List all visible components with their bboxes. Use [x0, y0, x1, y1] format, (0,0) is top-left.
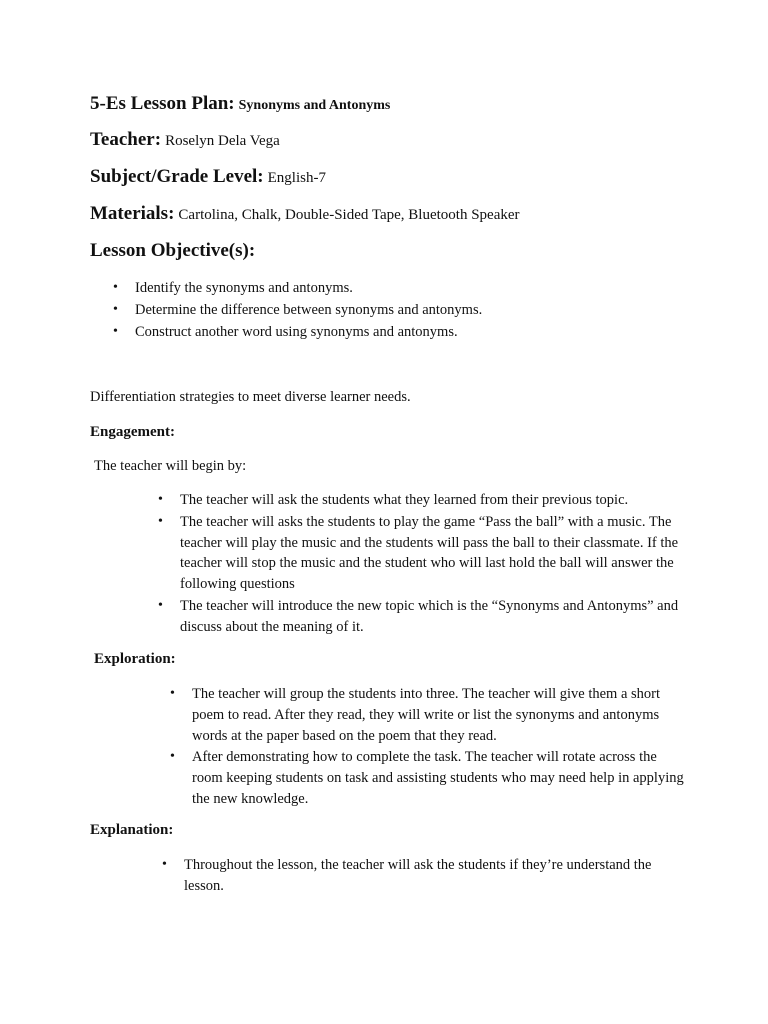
list-item	[113, 300, 673, 321]
bullet-icon: •	[158, 492, 163, 507]
materials-label: Materials:	[90, 203, 175, 224]
explanation-item-text: Throughout the lesson, the teacher will ask the students if they’re understand the lesson.	[184, 857, 652, 894]
differentiation-text: Differentiation strategies to meet diverse learner needs.	[90, 389, 411, 405]
engagement-item-text: The teacher will introduce the new topic which is the “Synonyms and Antonyms” and discuss about the meaning of it.	[180, 597, 679, 635]
bullet-icon: •	[113, 301, 118, 317]
bullet-icon: •	[170, 749, 175, 765]
engagement-item-text: The teacher will ask the students what they learned from their previous topic.	[180, 492, 629, 508]
teacher-line	[90, 129, 280, 151]
materials-value: Cartolina, Chalk, Double-Sided Tape, Bluetooth Speaker	[178, 207, 520, 223]
bullet-icon: •	[158, 597, 163, 613]
objective-text: Identify the synonyms and antonyms.	[135, 280, 353, 296]
bullet-icon: •	[158, 513, 163, 529]
lesson-plan-title	[90, 93, 390, 115]
bullet-icon: •	[113, 280, 118, 295]
engagement-item-text: The teacher will asks the students to play the game “Pass the ball” with a music. The teacher will play the music and the students will pass the ball to their classmate. If the teacher will stop the music and the student who will last hold the ball will answer the following questions	[180, 513, 679, 593]
subject-label: Subject/Grade Level:	[90, 166, 264, 187]
engagement-intro: The teacher will begin by:	[94, 458, 247, 474]
subject-value: English-7	[267, 170, 326, 186]
exploration-list	[170, 684, 690, 811]
bullet-icon: •	[170, 686, 175, 701]
objective-text: Determine the difference between synonyms and antonyms.	[135, 301, 483, 318]
objectives-heading	[90, 240, 255, 262]
exploration-label: Exploration:	[94, 651, 176, 667]
exploration-item-text: The teacher will group the students into three. The teacher will give them a short poem to read. After they read, they will write or list the synonyms and antonyms words at the paper based on the poem that they read.	[192, 686, 661, 744]
explanation-label: Explanation:	[90, 822, 174, 838]
objective-text: Construct another word using synonyms and antonyms.	[135, 323, 458, 340]
bullet-icon: •	[113, 323, 118, 339]
objectives-list	[113, 278, 673, 343]
subject-line	[90, 166, 326, 188]
explanation-list	[162, 855, 682, 898]
objectives-label: Lesson Objective(s):	[90, 240, 256, 261]
teacher-name: Roselyn Dela Vega	[165, 133, 280, 149]
list-item	[170, 684, 690, 746]
list-item	[113, 278, 673, 299]
list-item	[158, 596, 683, 638]
engagement-label: Engagement:	[90, 424, 175, 440]
list-item	[170, 747, 690, 809]
list-item	[158, 490, 683, 511]
list-item	[113, 322, 673, 343]
materials-line	[90, 203, 520, 225]
bullet-icon: •	[162, 857, 167, 872]
list-item	[158, 512, 683, 595]
exploration-item-text: After demonstrating how to complete the task. The teacher will rotate across the room keeping students on task and assisting students who may need help in applying the new knowledge.	[192, 749, 684, 807]
list-item	[162, 855, 682, 897]
engagement-list	[158, 490, 683, 639]
lesson-plan-topic: Synonyms and Antonyms	[238, 98, 391, 113]
lesson-plan-label: 5-Es Lesson Plan:	[90, 93, 235, 114]
teacher-label: Teacher:	[90, 129, 162, 150]
